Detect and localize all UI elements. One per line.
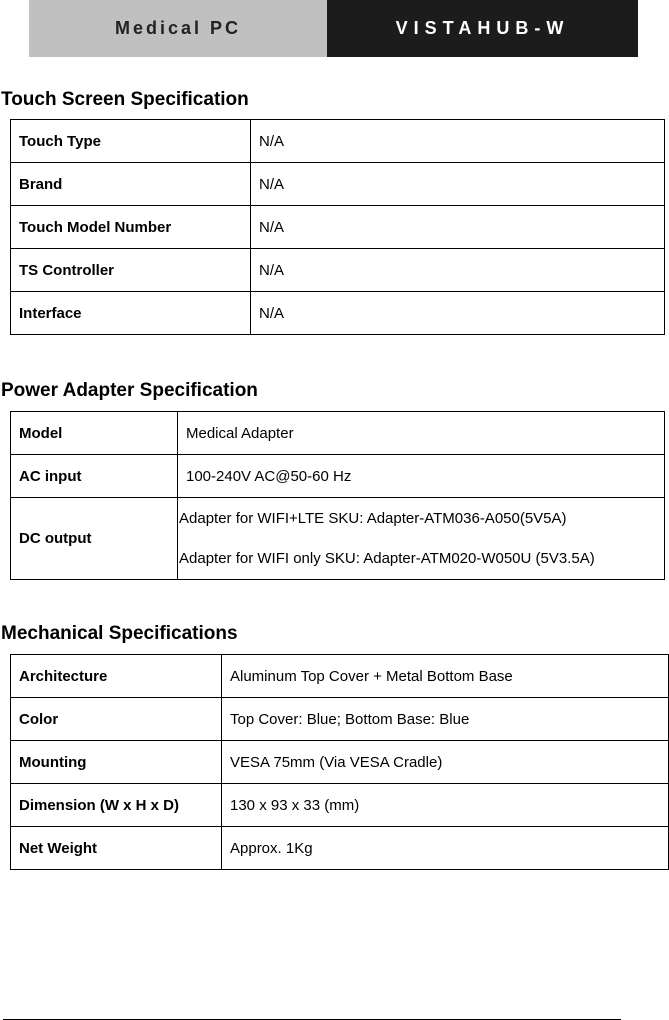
ac-input-value: 100-240V AC@50-60 Hz (178, 455, 665, 498)
color-value: Top Cover: Blue; Bottom Base: Blue (222, 698, 669, 741)
table-row (11, 412, 665, 455)
touch-type-value: N/A (251, 120, 665, 163)
table-row (11, 784, 669, 827)
table-row (11, 249, 665, 292)
architecture-value: Aluminum Top Cover + Metal Bottom Base (222, 655, 669, 698)
table-row (11, 698, 669, 741)
architecture-label: Architecture (11, 655, 222, 698)
table-row (11, 292, 665, 335)
brand-label: Brand (11, 163, 251, 206)
dc-output-label: DC output (11, 498, 178, 580)
header-model: VISTAHUB-W (327, 0, 638, 57)
table-row (11, 827, 669, 870)
table-row (11, 498, 665, 580)
dc-output-lte: Adapter for WIFI+LTE SKU: Adapter-ATM036-A050(5V5A) (179, 509, 567, 527)
brand-value: N/A (251, 163, 665, 206)
table-row (11, 741, 669, 784)
model-label: Model (11, 412, 178, 455)
header-category: Medical PC (29, 0, 327, 57)
touch-model-number-label: Touch Model Number (11, 206, 251, 249)
table-row (11, 455, 665, 498)
ac-input-label: AC input (11, 455, 178, 498)
interface-value: N/A (251, 292, 665, 335)
power-adapter-title: Power Adapter Specification (1, 380, 258, 401)
color-label: Color (11, 698, 222, 741)
touch-screen-title: Touch Screen Specification (1, 89, 249, 110)
ts-controller-label: TS Controller (11, 249, 251, 292)
mechanical-title: Mechanical Specifications (1, 623, 238, 644)
ts-controller-value: N/A (251, 249, 665, 292)
touch-screen-table (10, 119, 665, 335)
mounting-value: VESA 75mm (Via VESA Cradle) (222, 741, 669, 784)
touch-model-number-value: N/A (251, 206, 665, 249)
table-row (11, 206, 665, 249)
power-adapter-table (10, 411, 665, 580)
table-row (11, 120, 665, 163)
net-weight-label: Net Weight (11, 827, 222, 870)
dc-output-value (178, 498, 665, 580)
mechanical-table (10, 654, 669, 870)
mounting-label: Mounting (11, 741, 222, 784)
interface-label: Interface (11, 292, 251, 335)
table-row (11, 163, 665, 206)
dimension-label: Dimension (W x H x D) (11, 784, 222, 827)
model-value: Medical Adapter (178, 412, 665, 455)
table-row (11, 655, 669, 698)
dimension-value: 130 x 93 x 33 (mm) (222, 784, 669, 827)
dc-output-wifi: Adapter for WIFI only SKU: Adapter-ATM020-W050U (5V3.5A) (179, 549, 595, 567)
page-header (29, 0, 638, 57)
touch-type-label: Touch Type (11, 120, 251, 163)
net-weight-value: Approx. 1Kg (222, 827, 669, 870)
